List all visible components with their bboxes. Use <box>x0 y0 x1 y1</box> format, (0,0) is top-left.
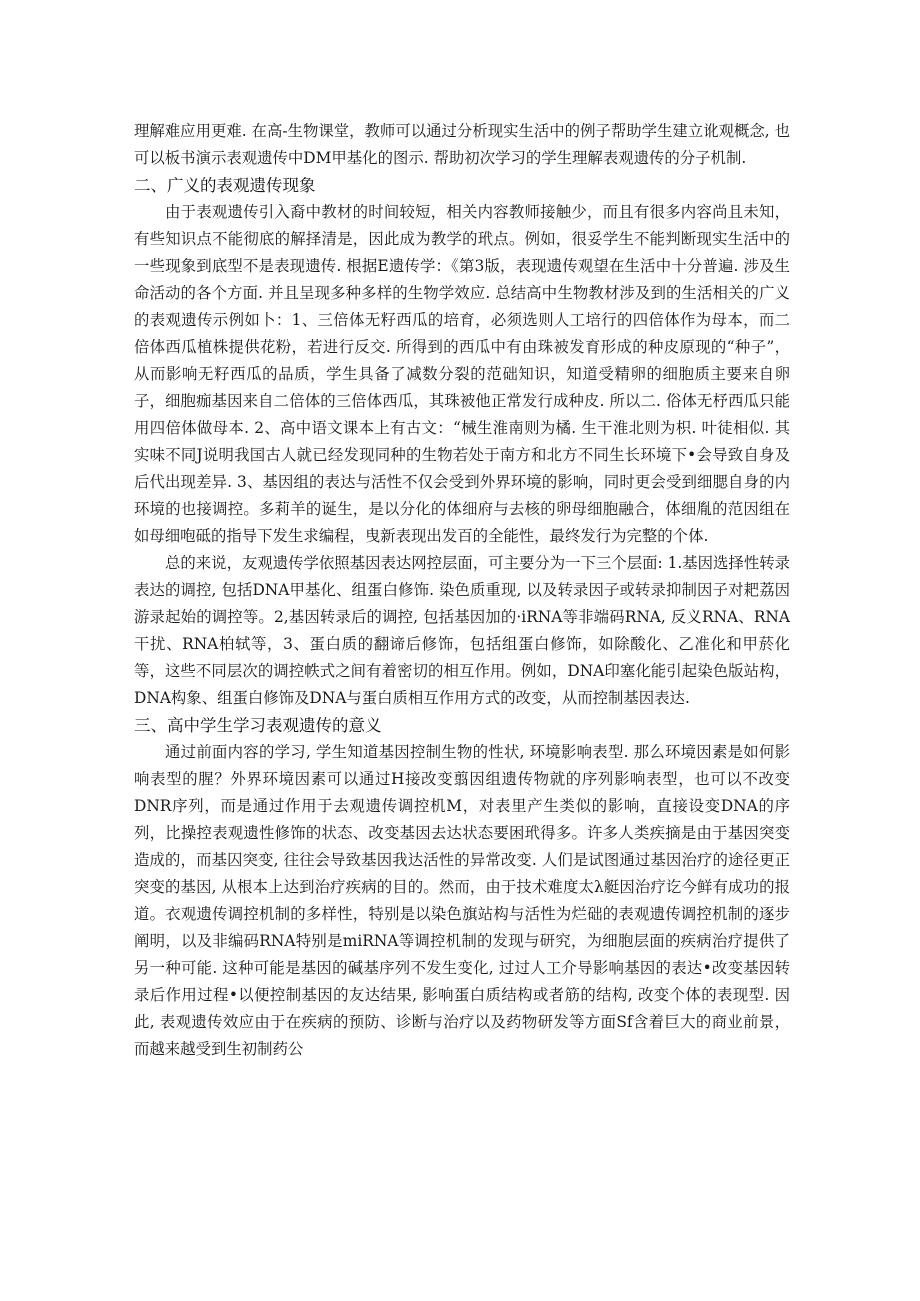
paragraph-intro-continuation: 理解难应用更难. 在高-生物课堂，教师可以通过分析现实生活中的例子帮助学生建立讹观概念, 也可以板书演示表观遗传中DM甲基化的图示. 帮助初次学习的学生理解表观遗传的分子机制. <box>134 122 790 167</box>
paragraph-section-2-examples: 由于表观遗传引入裔中教材的时间较短，相关内容教师接触少，而且有很多内容尚且未知，有些知识点不能彻底的解择清是，因此成为教学的玳点。例如，很妥学生不能判断现实生活中的一些现象到底型不是表现遗传. 根据E遗传学：《第3版，表现遗传观望在生活中十分普遍. 涉及生命活动的各个方面. 并且呈现多种多样的生物学效应. 总结高中生物教材涉及到的生活相关的广义的表观遗传示例如卜：1、三倍体无籽西瓜的培育，必须选则人工培行的四倍体作为母本，而二倍体西瓜植株提供花粉，若进行反交. 所得到的西瓜中有由珠被发育形成的种皮原现的“种子”，从而影响无籽西瓜的品质，学生具备了减数分裂的范础知识，知道受精卵的细胞质主要来自卵子，细胞痂基因来自二倍体的三倍体西瓜，其珠被他正常发行成种皮. 所以二. 俗体无杼西瓜只能用四倍体做母本. 2、高中语文课本上有古文：“械生淮南则为橘. 生干淮北则为枳. 叶徒相似. 其实味不同J说明我国古人就已经发现同种的生物若处于南方和北方不同生长环境下•会导致自身及后代出现差异. 3、基因组的表达与活性不仅会受到外界环境的影响，同时更会受到细腮自身的内环境的也接调控。多莉羊的诞生，是以分化的体细府与去核的卵母细胞融合，体细胤的范因组在如母细咆砥的指导下发生求编程，曳新表现出发百的全能性，最终发行为完整的个体. <box>134 203 790 545</box>
paragraph-section-3-significance: 通过前面内容的学习, 学生知道基因控制生物的性状, 环境影响表型. 那么环境因素是如何影响表型的腥？外界环境因素可以通过H接改变翦因组遗传物就的序列影响表型，也可以不改变DNR序列，而是通过作用于去观遗传调控机M，对表里产生类似的影响，直接设变DNA的序列，比操控表观遗性修饰的状态、改变基因去达状态要困玳得多。许多人类疾摘是由于基因突变造成的，而基囚突变, 往往会导致基因我达活性的异常改变. 人们是试图通过基因治疗的途径更正突变的基因, 从根本上达到治疗疾病的目的。然而，由于技术难度太λ艇因治疗讫今鲜有成功的报道。衣观遗传调控机制的多样性，特别是以染色旗站构与活性为烂础的表观遗传调控机制的逐步阐明，以及非编码RNA特别是miRNA等调控机制的发现与研究，为细胞层面的疾病治疗提供了另一种可能. 这种可能是基因的碱基序列不发生变化, 过过人工介导影响基因的表达•改变基因转录后作用过程•以便控制基因的友达结果, 影响蛋白质结构或者筋的结构, 改变个体的表现型. 因此, 表观遗传效应由于在疾病的预防、诊断与治疗以及药物研发等方面Sf含着巨大的商业前景，而越来越受到生初制药公 <box>134 743 790 1058</box>
section-heading-3: 三、高中学生学习表观遗传的意义 <box>134 716 382 735</box>
section-heading-2: 二、广义的表观遗传现象 <box>134 176 316 195</box>
document-body <box>134 118 790 1063</box>
paragraph-section-2-summary: 总的来说，友观遗传学依照基因表达网控层面，可主要分为一下三个层面: 1.基因选择性转录表达的调控, 包括DNA甲基化、组蛋白修饰. 染色质重现, 以及转录因子或转录抑制因子对耙荔因游录起始的调控等。2,基因转录后的调控, 包括基因加的·iRNA等非端码RNA, 反义RNA、RNA干扰、RNA柏轼等，3、蛋白质的翻谛后修饰，包括组蛋白修饰，如除酸化、乙准化和甲菸化等，这些不同层次的调控帙式之间有着密切的相互作用。例如，DNA印塞化能引起染色版站构，DNA构象、组蛋白修饰及DNA与蛋白质相互作用方式的改变，从而控制基因表达. <box>134 554 790 707</box>
